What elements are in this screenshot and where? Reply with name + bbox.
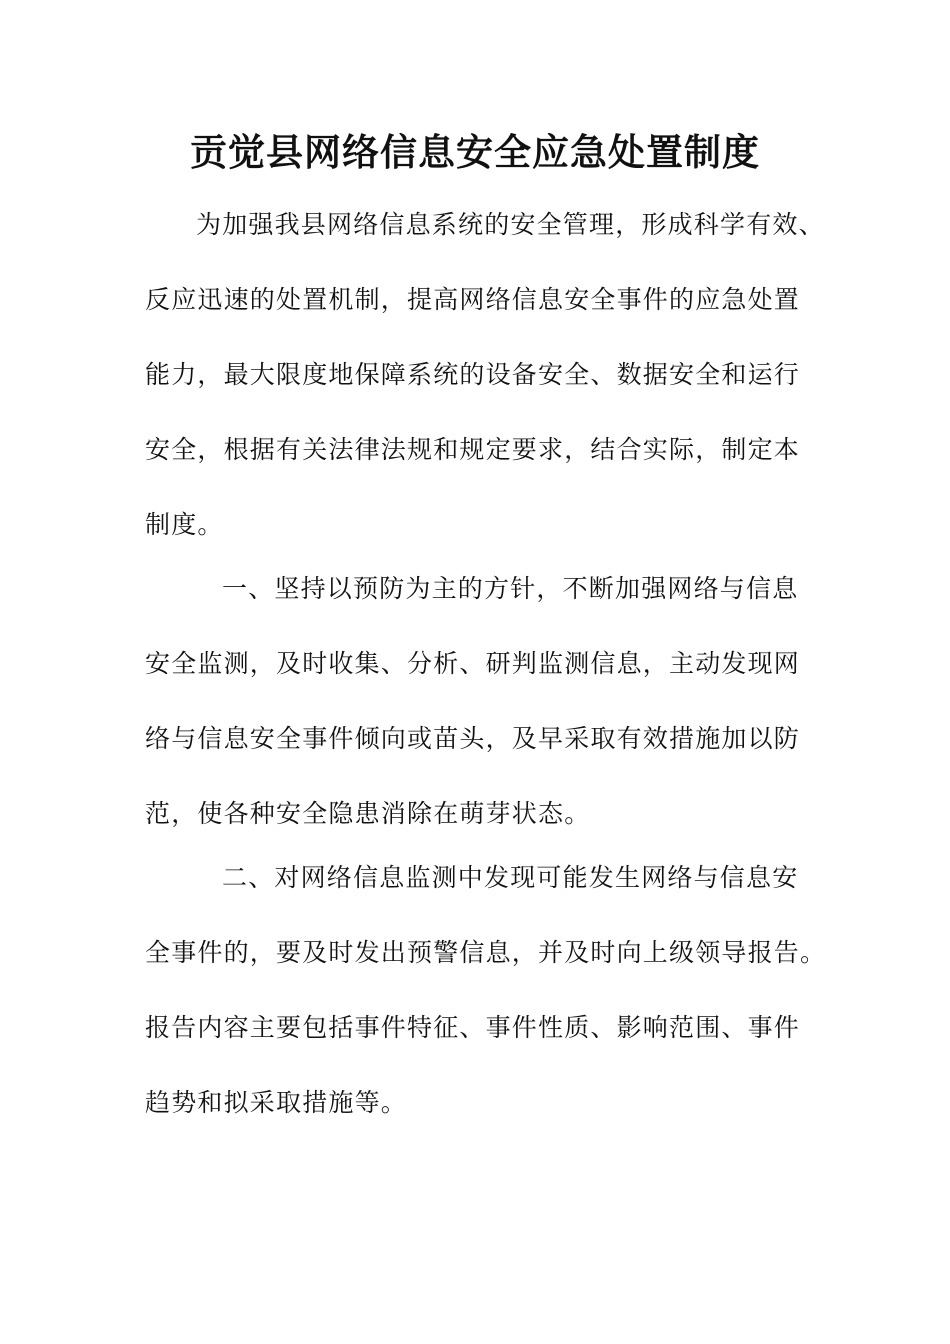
paragraph-3-line-1: 二、对网络信息监测中发现可能发生网络与信息安 bbox=[222, 863, 799, 892]
paragraph-2-line-2: 安全监测，及时收集、分析、研判监测信息，主动发现网 bbox=[145, 649, 801, 678]
paragraph-2-line-4: 范，使各种安全隐患消除在萌芽状态。 bbox=[145, 799, 591, 828]
paragraph-3-line-3: 报告内容主要包括事件特征、事件性质、影响范围、事件 bbox=[145, 1013, 801, 1042]
paragraph-1-line-4: 安全，根据有关法律法规和规定要求，结合实际，制定本 bbox=[145, 435, 801, 464]
paragraph-1-line-5: 制度。 bbox=[145, 510, 224, 539]
paragraph-3-line-4: 趋势和拟采取措施等。 bbox=[145, 1088, 408, 1117]
paragraph-2-line-1: 一、坚持以预防为主的方针，不断加强网络与信息 bbox=[222, 574, 799, 603]
paragraph-1-line-3: 能力，最大限度地保障系统的设备安全、数据安全和运行 bbox=[145, 360, 801, 389]
paragraph-1-line-2: 反应迅速的处置机制，提高网络信息安全事件的应急处置 bbox=[145, 285, 801, 314]
document-title: 贡觉县网络信息安全应急处置制度 bbox=[190, 130, 760, 174]
paragraph-2-line-3: 络与信息安全事件倾向或苗头，及早采取有效措施加以防 bbox=[145, 724, 801, 753]
paragraph-1-line-1: 为加强我县网络信息系统的安全管理，形成科学有效、 bbox=[196, 210, 825, 239]
paragraph-3-line-2: 全事件的，要及时发出预警信息，并及时向上级领导报告。 bbox=[145, 938, 827, 967]
